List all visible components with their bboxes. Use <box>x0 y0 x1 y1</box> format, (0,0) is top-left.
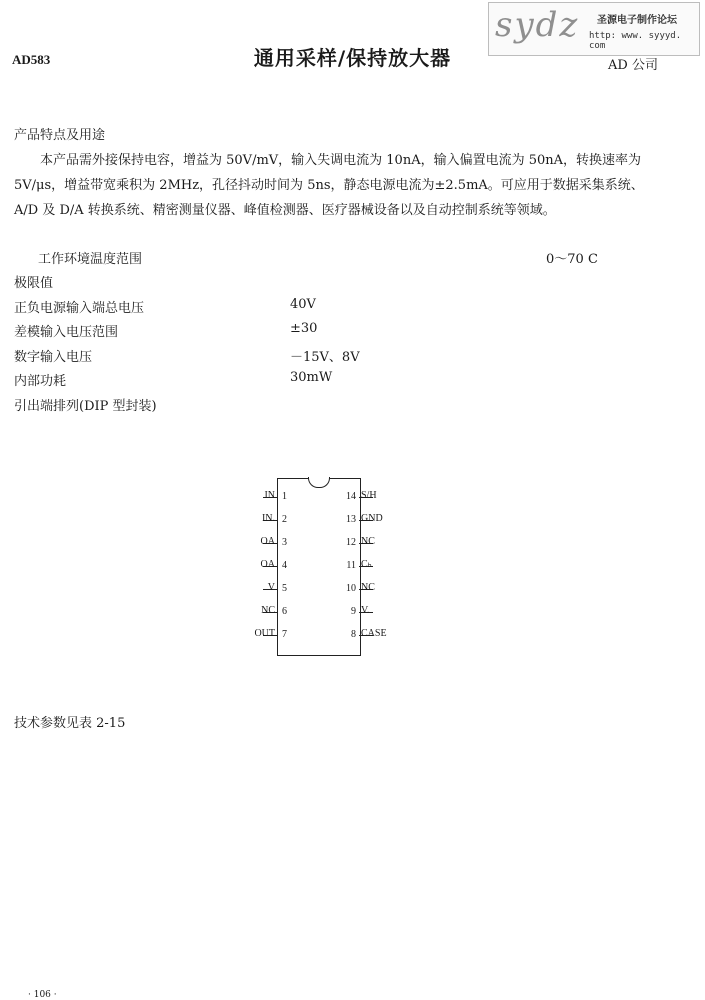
pin-name: GND <box>361 513 383 524</box>
operating-temp-label: 工作环境温度范围 <box>38 252 143 267</box>
limit-value: ±30 <box>290 321 318 336</box>
pin-name: CASE <box>361 628 387 639</box>
pin-name: V. <box>361 605 370 616</box>
page-number: · 106 · <box>28 990 57 1000</box>
watermark-logo-text: sydz <box>495 5 580 45</box>
description-paragraph: 本产品需外接保持电容，增益为 50V/mV，输入失调电流为 10nA，输入偏置电流为 50nA，转换速率为 5V/μs，增益带宽乘积为 2MHz，孔径抖动时间为 5ns，静态电源电流为±2.5mA。可应用于数据采集系统、A/D 及 D/A 转换系统、精密测量仪器、峰值检测器、医疗器械设备以及自动控制系统等领域。 <box>14 153 644 218</box>
pin-name: S/H <box>361 490 377 501</box>
pin-name: Cₕ <box>361 559 372 570</box>
pin-number: 2 <box>282 514 287 525</box>
pin-number: 6 <box>282 606 287 617</box>
limit-label: 内部功耗 <box>14 374 67 389</box>
pin-number: 13 <box>346 514 356 525</box>
pin-number: 8 <box>351 629 356 640</box>
pin-number: 14 <box>346 491 356 502</box>
pin-number: 9 <box>351 606 356 617</box>
pin-name: IN <box>264 490 275 501</box>
dip-package-diagram <box>277 478 361 656</box>
limit-label: 数字输入电压 <box>14 350 93 365</box>
pinout-heading: 引出端排列(DIP 型封装) <box>14 399 157 414</box>
pin-number: 7 <box>282 629 287 640</box>
tech-reference: 技术参数见表 2-15 <box>14 716 126 731</box>
operating-temp-value: 0～70 C <box>546 252 598 267</box>
watermark-logo <box>488 2 700 56</box>
limit-value: －15V、8V <box>290 350 360 365</box>
pin-name: IN. <box>261 513 275 524</box>
pin-number: 12 <box>346 537 356 548</box>
pin-name: OA <box>260 559 275 570</box>
limit-value: 40V <box>290 297 316 312</box>
pin-name: NC <box>261 605 275 616</box>
limit-label: 正负电源输入端总电压 <box>14 301 145 316</box>
pin-name: V <box>267 582 275 593</box>
part-code: AD583 <box>12 52 51 67</box>
pin-number: 3 <box>282 537 287 548</box>
pin-name: NC <box>361 582 375 593</box>
pin-number: 11 <box>346 560 356 571</box>
section-heading: 产品特点及用途 <box>14 128 106 143</box>
pin-number: 5 <box>282 583 287 594</box>
package-notch <box>308 477 330 488</box>
document-title: 通用采样/保持放大器 <box>253 46 452 70</box>
pin-name: OUT <box>254 628 275 639</box>
limits-heading: 极限值 <box>14 276 54 291</box>
limit-value: 30mW <box>290 370 333 385</box>
limit-label: 差模输入电压范围 <box>14 325 119 340</box>
pin-number: 4 <box>282 560 287 571</box>
pin-number: 1 <box>282 491 287 502</box>
pin-name: NC <box>361 536 375 547</box>
pin-number: 10 <box>346 583 356 594</box>
pin-name: OA <box>260 536 275 547</box>
watermark-url: http: www. syyyd. com <box>589 31 682 51</box>
manufacturer: AD 公司 <box>608 58 658 73</box>
watermark-site-name: 圣源电子制作论坛 <box>597 15 677 26</box>
